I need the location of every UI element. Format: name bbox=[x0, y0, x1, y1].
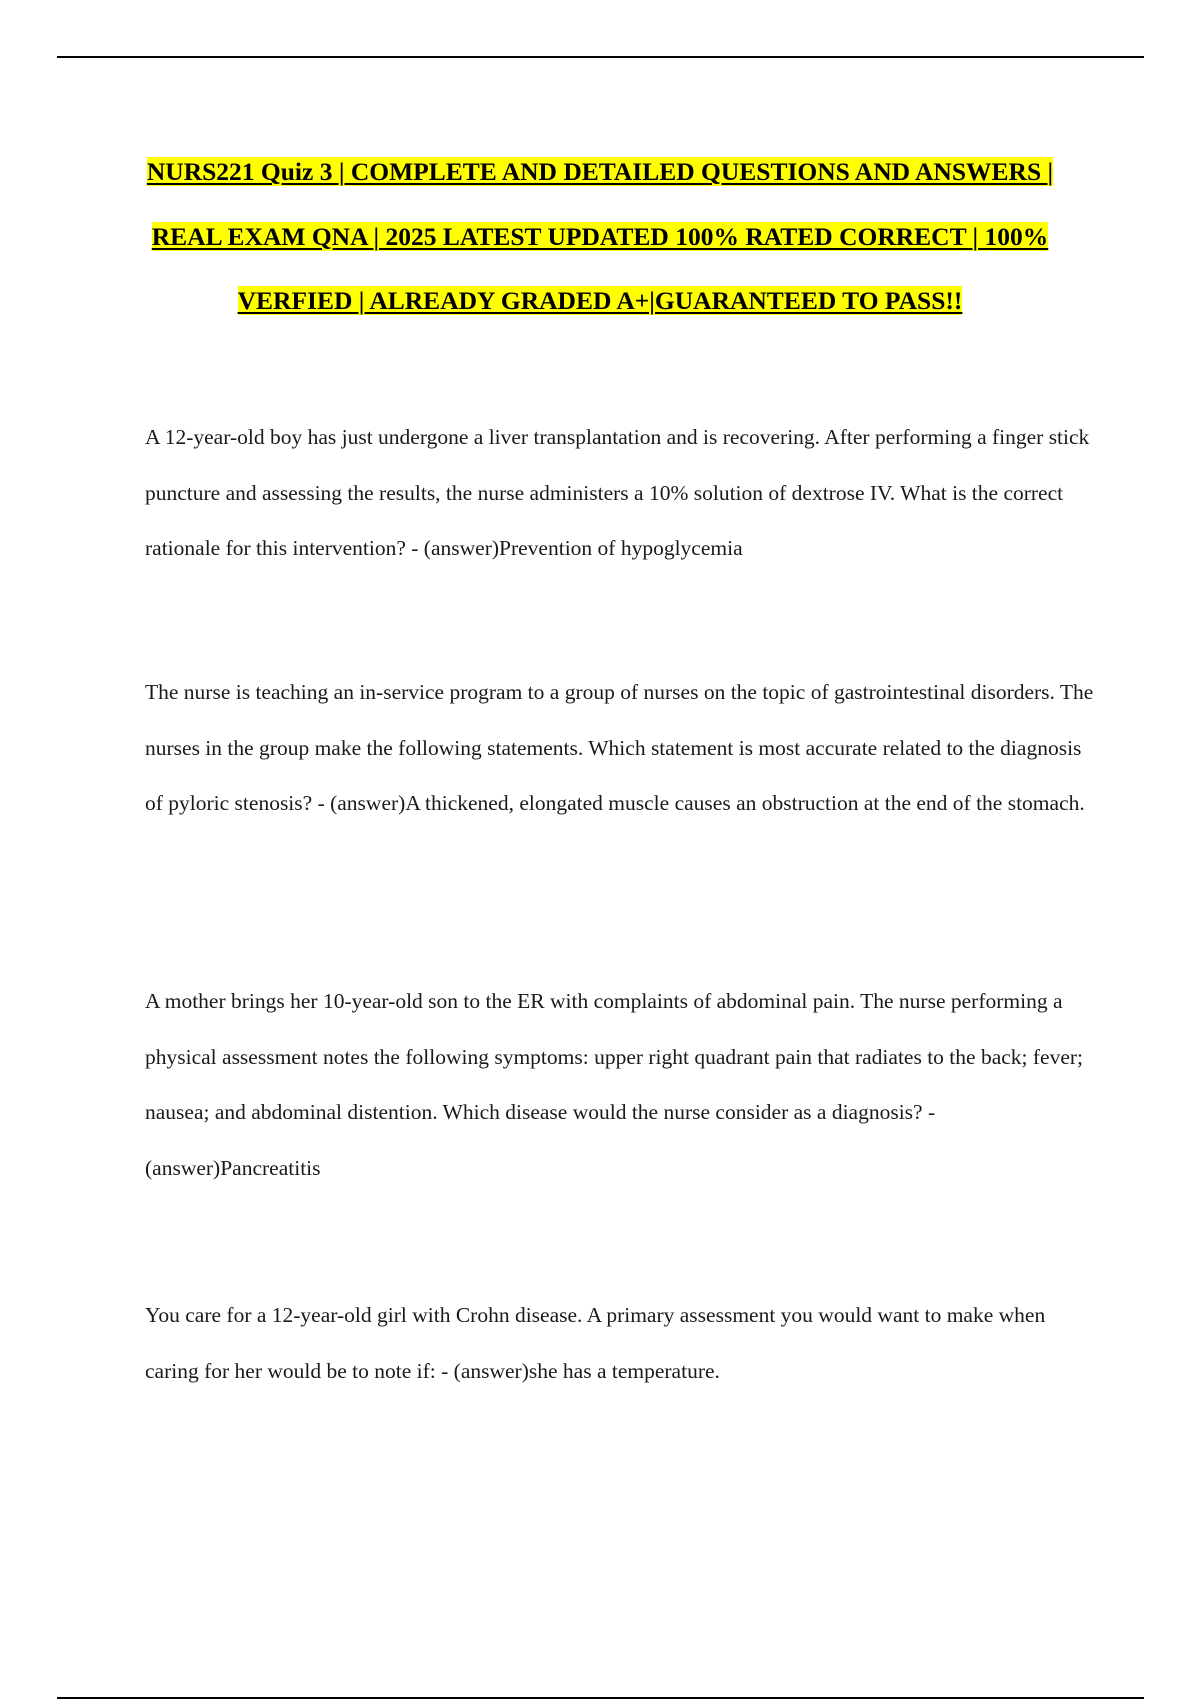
header-rule bbox=[57, 56, 1144, 58]
question-text: You care for a 12-year-old girl with Crohn disease. A primary assessment you would want to make when caring for her would be to note if: - (answer) bbox=[145, 1303, 1046, 1383]
answer-text: A thickened, elongated muscle causes an obstruction at the end of the stomach. bbox=[405, 791, 1085, 815]
qa-item bbox=[145, 1288, 1095, 1399]
footer-rule bbox=[57, 1697, 1144, 1699]
qa-item bbox=[145, 974, 1095, 1196]
qa-item bbox=[145, 410, 1095, 577]
answer-text: Pancreatitis bbox=[220, 1155, 321, 1180]
question-text: A mother brings her 10-year-old son to the ER with complaints of abdominal pain. The nurse performing a physical assessment notes the following symptoms: upper right quadrant pain that radiates to the back; fever; nausea; and abdominal distention. Which disease would the nurse consider as a diagnosis? - (answer) bbox=[145, 989, 1084, 1180]
document-title bbox=[120, 140, 1080, 334]
answer-text: Prevention of hypoglycemia bbox=[499, 536, 743, 560]
question-text: A 12-year-old boy has just undergone a liver transplantation and is recovering. After performing a finger stick puncture and assessing the results, the nurse administers a 10% solution of dextrose IV. What is the correct rationale for this intervention? - (answer) bbox=[145, 425, 1090, 560]
qa-item bbox=[145, 665, 1095, 832]
question-text: The nurse is teaching an in-service program to a group of nurses on the topic of gastrointestinal disorders. The nurses in the group make the following statements. Which statement is most accurate related to the diagnosis of pyloric stenosis? - (answer) bbox=[145, 680, 1094, 815]
answer-text: she has a temperature. bbox=[528, 1358, 720, 1383]
title-text: NURS221 Quiz 3 | COMPLETE AND DETAILED QUESTIONS AND ANSWERS | REAL EXAM QNA | 2025 LATEST UPDATED 100% RATED CORRECT | 100% VERFIED | ALREADY GRADED A+|GUARANTEED TO PASS!! bbox=[146, 157, 1054, 315]
